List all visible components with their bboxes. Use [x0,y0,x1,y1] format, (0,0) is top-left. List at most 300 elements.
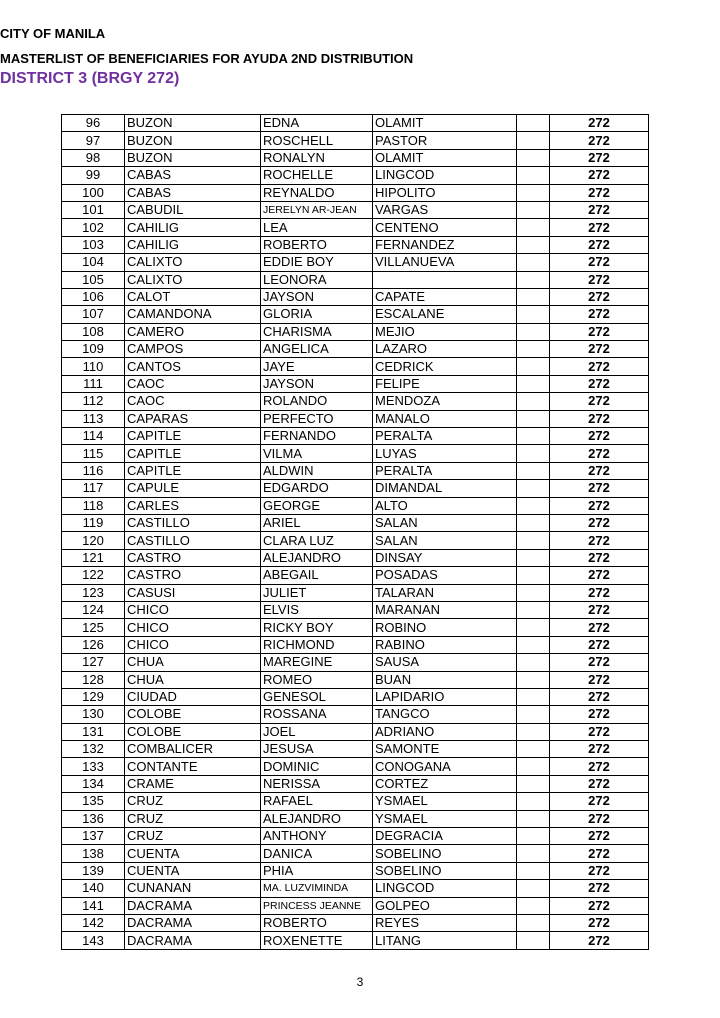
row-number: 123 [62,584,125,601]
barangay-cell: 272 [550,497,649,514]
row-number: 134 [62,775,125,792]
row-number: 101 [62,201,125,218]
table-row [62,532,649,549]
middle-name-cell: GOLPEO [373,897,517,914]
table-row [62,445,649,462]
table-row [62,880,649,897]
barangay-cell: 272 [550,428,649,445]
barangay-cell: 272 [550,462,649,479]
barangay-cell: 272 [550,514,649,531]
middle-name-cell: POSADAS [373,567,517,584]
table-row [62,914,649,931]
blank-cell [517,601,550,618]
row-number: 120 [62,532,125,549]
last-name-cell: CARLES [125,497,261,514]
blank-cell [517,288,550,305]
last-name-cell: CRUZ [125,793,261,810]
last-name-cell: CALIXTO [125,254,261,271]
middle-name-cell: SOBELINO [373,862,517,879]
middle-name-cell: PERALTA [373,428,517,445]
table-row [62,462,649,479]
middle-name-cell: HIPOLITO [373,184,517,201]
blank-cell [517,775,550,792]
table-row [62,862,649,879]
barangay-cell: 272 [550,828,649,845]
barangay-cell: 272 [550,375,649,392]
row-number: 110 [62,358,125,375]
last-name-cell: CAPITLE [125,462,261,479]
blank-cell [517,619,550,636]
last-name-cell: CABAS [125,184,261,201]
blank-cell [517,428,550,445]
last-name-cell: CASTILLO [125,532,261,549]
table-row [62,115,649,132]
blank-cell [517,741,550,758]
row-number: 141 [62,897,125,914]
last-name-cell: CALOT [125,288,261,305]
middle-name-cell: RABINO [373,636,517,653]
barangay-cell: 272 [550,880,649,897]
middle-name-cell: DINSAY [373,549,517,566]
row-number: 128 [62,671,125,688]
table-row [62,897,649,914]
row-number: 104 [62,254,125,271]
table-row [62,775,649,792]
barangay-cell: 272 [550,532,649,549]
row-number: 116 [62,462,125,479]
last-name-cell: CAMPOS [125,341,261,358]
row-number: 126 [62,636,125,653]
last-name-cell: CAHILIG [125,236,261,253]
last-name-cell: CAPULE [125,480,261,497]
first-name-cell: PERFECTO [261,410,373,427]
barangay-cell: 272 [550,115,649,132]
blank-cell [517,167,550,184]
blank-cell [517,254,550,271]
blank-cell [517,375,550,392]
barangay-cell: 272 [550,584,649,601]
blank-cell [517,636,550,653]
first-name-cell: EDGARDO [261,480,373,497]
row-number: 122 [62,567,125,584]
blank-cell [517,932,550,949]
row-number: 97 [62,132,125,149]
row-number: 140 [62,880,125,897]
last-name-cell: CAMERO [125,323,261,340]
table-row [62,514,649,531]
first-name-cell: VILMA [261,445,373,462]
middle-name-cell: ROBINO [373,619,517,636]
blank-cell [517,862,550,879]
last-name-cell: CUENTA [125,862,261,879]
middle-name-cell: OLAMIT [373,149,517,166]
blank-cell [517,341,550,358]
barangay-cell: 272 [550,775,649,792]
middle-name-cell: FELIPE [373,375,517,392]
middle-name-cell: SOBELINO [373,845,517,862]
barangay-cell: 272 [550,288,649,305]
blank-cell [517,514,550,531]
blank-cell [517,914,550,931]
row-number: 118 [62,497,125,514]
table-row [62,184,649,201]
blank-cell [517,793,550,810]
barangay-cell: 272 [550,862,649,879]
table-row [62,428,649,445]
first-name-cell: ROCHELLE [261,167,373,184]
table-row [62,393,649,410]
middle-name-cell: CEDRICK [373,358,517,375]
row-number: 113 [62,410,125,427]
table-row [62,654,649,671]
table-row [62,671,649,688]
first-name-cell: NERISSA [261,775,373,792]
first-name-cell: ALEJANDRO [261,549,373,566]
table-row [62,497,649,514]
page-number: 3 [356,975,364,989]
row-number: 138 [62,845,125,862]
middle-name-cell: LAPIDARIO [373,688,517,705]
blank-cell [517,149,550,166]
first-name-cell: FERNANDO [261,428,373,445]
row-number: 103 [62,236,125,253]
barangay-cell: 272 [550,619,649,636]
first-name-cell: JAYSON [261,288,373,305]
row-number: 112 [62,393,125,410]
table-row [62,688,649,705]
last-name-cell: CRUZ [125,810,261,827]
row-number: 137 [62,828,125,845]
row-number: 125 [62,619,125,636]
middle-name-cell: MANALO [373,410,517,427]
barangay-cell: 272 [550,184,649,201]
first-name-cell: JAYE [261,358,373,375]
row-number: 117 [62,480,125,497]
first-name-cell: RICHMOND [261,636,373,653]
row-number: 119 [62,514,125,531]
table-row [62,793,649,810]
row-number: 102 [62,219,125,236]
city-title: CITY OF MANILA [0,26,106,41]
barangay-cell: 272 [550,219,649,236]
table-row [62,828,649,845]
barangay-cell: 272 [550,149,649,166]
blank-cell [517,758,550,775]
row-number: 100 [62,184,125,201]
barangay-cell: 272 [550,793,649,810]
table-row [62,149,649,166]
blank-cell [517,897,550,914]
blank-cell [517,654,550,671]
last-name-cell: BUZON [125,149,261,166]
blank-cell [517,306,550,323]
blank-cell [517,567,550,584]
table-row [62,636,649,653]
district-title: DISTRICT 3 (BRGY 272) [0,70,180,87]
first-name-cell: ROBERTO [261,914,373,931]
middle-name-cell: TALARAN [373,584,517,601]
first-name-cell: MAREGINE [261,654,373,671]
row-number: 142 [62,914,125,931]
blank-cell [517,810,550,827]
row-number: 98 [62,149,125,166]
last-name-cell: DACRAMA [125,914,261,931]
middle-name-cell: YSMAEL [373,810,517,827]
first-name-cell: ROSCHELL [261,132,373,149]
row-number: 127 [62,654,125,671]
first-name-cell: ROMEO [261,671,373,688]
last-name-cell: CHICO [125,636,261,653]
first-name-cell: REYNALDO [261,184,373,201]
barangay-cell: 272 [550,480,649,497]
first-name-cell: JAYSON [261,375,373,392]
blank-cell [517,201,550,218]
blank-cell [517,184,550,201]
last-name-cell: CALIXTO [125,271,261,288]
last-name-cell: CAMANDONA [125,306,261,323]
blank-cell [517,358,550,375]
middle-name-cell: SALAN [373,532,517,549]
middle-name-cell: LUYAS [373,445,517,462]
first-name-cell: ALDWIN [261,462,373,479]
first-name-cell: GENESOL [261,688,373,705]
row-number: 131 [62,723,125,740]
last-name-cell: CHUA [125,671,261,688]
middle-name-cell: MENDOZA [373,393,517,410]
first-name-cell: ARIEL [261,514,373,531]
middle-name-cell: YSMAEL [373,793,517,810]
row-number: 124 [62,601,125,618]
blank-cell [517,236,550,253]
middle-name-cell: BUAN [373,671,517,688]
first-name-cell: EDNA [261,115,373,132]
last-name-cell: CASUSI [125,584,261,601]
document-title: MASTERLIST OF BENEFICIARIES FOR AYUDA 2ND DISTRIBUTION [0,51,414,66]
last-name-cell: CUNANAN [125,880,261,897]
blank-cell [517,445,550,462]
barangay-cell: 272 [550,549,649,566]
table-row [62,410,649,427]
last-name-cell: CAOC [125,375,261,392]
last-name-cell: COLOBE [125,723,261,740]
table-row [62,167,649,184]
blank-cell [517,132,550,149]
last-name-cell: CIUDAD [125,688,261,705]
row-number: 143 [62,932,125,949]
middle-name-cell: LINGCOD [373,167,517,184]
first-name-cell: DOMINIC [261,758,373,775]
first-name-cell: MA. LUZVIMINDA [261,880,373,897]
blank-cell [517,393,550,410]
barangay-cell: 272 [550,410,649,427]
row-number: 135 [62,793,125,810]
table-row [62,480,649,497]
middle-name-cell [373,271,517,288]
table-row [62,584,649,601]
middle-name-cell: DIMANDAL [373,480,517,497]
middle-name-cell: SAMONTE [373,741,517,758]
row-number: 108 [62,323,125,340]
last-name-cell: CAHILIG [125,219,261,236]
blank-cell [517,706,550,723]
barangay-cell: 272 [550,671,649,688]
first-name-cell: ABEGAIL [261,567,373,584]
row-number: 105 [62,271,125,288]
blank-cell [517,828,550,845]
last-name-cell: BUZON [125,115,261,132]
last-name-cell: CAPITLE [125,445,261,462]
last-name-cell: CRAME [125,775,261,792]
first-name-cell: EDDIE BOY [261,254,373,271]
first-name-cell: CHARISMA [261,323,373,340]
middle-name-cell: LAZARO [373,341,517,358]
first-name-cell: DANICA [261,845,373,862]
first-name-cell: ROLANDO [261,393,373,410]
blank-cell [517,323,550,340]
middle-name-cell: TANGCO [373,706,517,723]
row-number: 132 [62,741,125,758]
table-row [62,706,649,723]
row-number: 96 [62,115,125,132]
table-row [62,219,649,236]
row-number: 121 [62,549,125,566]
table-row [62,810,649,827]
last-name-cell: CUENTA [125,845,261,862]
middle-name-cell: CENTENO [373,219,517,236]
first-name-cell: GLORIA [261,306,373,323]
table-row [62,723,649,740]
last-name-cell: DACRAMA [125,897,261,914]
table-row [62,567,649,584]
table-row [62,271,649,288]
middle-name-cell: PERALTA [373,462,517,479]
first-name-cell: LEA [261,219,373,236]
middle-name-cell: ESCALANE [373,306,517,323]
last-name-cell: CONTANTE [125,758,261,775]
first-name-cell: JESUSA [261,741,373,758]
barangay-cell: 272 [550,341,649,358]
barangay-cell: 272 [550,723,649,740]
row-number: 115 [62,445,125,462]
row-number: 129 [62,688,125,705]
first-name-cell: RONALYN [261,149,373,166]
middle-name-cell: MEJIO [373,323,517,340]
last-name-cell: COMBALICER [125,741,261,758]
first-name-cell: ANGELICA [261,341,373,358]
row-number: 130 [62,706,125,723]
last-name-cell: CASTILLO [125,514,261,531]
first-name-cell: JULIET [261,584,373,601]
table-row [62,358,649,375]
table-row [62,254,649,271]
middle-name-cell: ADRIANO [373,723,517,740]
row-number: 114 [62,428,125,445]
barangay-cell: 272 [550,167,649,184]
table-row [62,306,649,323]
first-name-cell: ELVIS [261,601,373,618]
barangay-cell: 272 [550,897,649,914]
barangay-cell: 272 [550,445,649,462]
barangay-cell: 272 [550,914,649,931]
last-name-cell: CABUDIL [125,201,261,218]
barangay-cell: 272 [550,810,649,827]
last-name-cell: CASTRO [125,549,261,566]
last-name-cell: CAOC [125,393,261,410]
middle-name-cell: REYES [373,914,517,931]
blank-cell [517,497,550,514]
first-name-cell: RICKY BOY [261,619,373,636]
first-name-cell: PHIA [261,862,373,879]
blank-cell [517,410,550,427]
barangay-cell: 272 [550,236,649,253]
table-row [62,341,649,358]
table-row [62,288,649,305]
table-row [62,932,649,949]
last-name-cell: CHICO [125,601,261,618]
first-name-cell: GEORGE [261,497,373,514]
blank-cell [517,584,550,601]
table-row [62,741,649,758]
middle-name-cell: SALAN [373,514,517,531]
middle-name-cell: OLAMIT [373,115,517,132]
table-row [62,236,649,253]
last-name-cell: BUZON [125,132,261,149]
middle-name-cell: CAPATE [373,288,517,305]
barangay-cell: 272 [550,601,649,618]
last-name-cell: CRUZ [125,828,261,845]
row-number: 133 [62,758,125,775]
middle-name-cell: ALTO [373,497,517,514]
row-number: 109 [62,341,125,358]
blank-cell [517,845,550,862]
table-row [62,758,649,775]
barangay-cell: 272 [550,741,649,758]
barangay-cell: 272 [550,636,649,653]
barangay-cell: 272 [550,706,649,723]
last-name-cell: CAPITLE [125,428,261,445]
barangay-cell: 272 [550,271,649,288]
last-name-cell: COLOBE [125,706,261,723]
blank-cell [517,480,550,497]
middle-name-cell: VILLANUEVA [373,254,517,271]
first-name-cell: LEONORA [261,271,373,288]
middle-name-cell: MARANAN [373,601,517,618]
middle-name-cell: CORTEZ [373,775,517,792]
blank-cell [517,671,550,688]
barangay-cell: 272 [550,654,649,671]
first-name-cell: CLARA LUZ [261,532,373,549]
middle-name-cell: DEGRACIA [373,828,517,845]
first-name-cell: ROXENETTE [261,932,373,949]
blank-cell [517,115,550,132]
last-name-cell: DACRAMA [125,932,261,949]
last-name-cell: CHUA [125,654,261,671]
last-name-cell: CHICO [125,619,261,636]
barangay-cell: 272 [550,393,649,410]
barangay-cell: 272 [550,132,649,149]
barangay-cell: 272 [550,306,649,323]
blank-cell [517,723,550,740]
barangay-cell: 272 [550,567,649,584]
blank-cell [517,549,550,566]
row-number: 139 [62,862,125,879]
blank-cell [517,462,550,479]
first-name-cell: JERELYN AR-JEAN [261,201,373,218]
row-number: 111 [62,375,125,392]
last-name-cell: CANTOS [125,358,261,375]
first-name-cell: ROBERTO [261,236,373,253]
table-row [62,549,649,566]
